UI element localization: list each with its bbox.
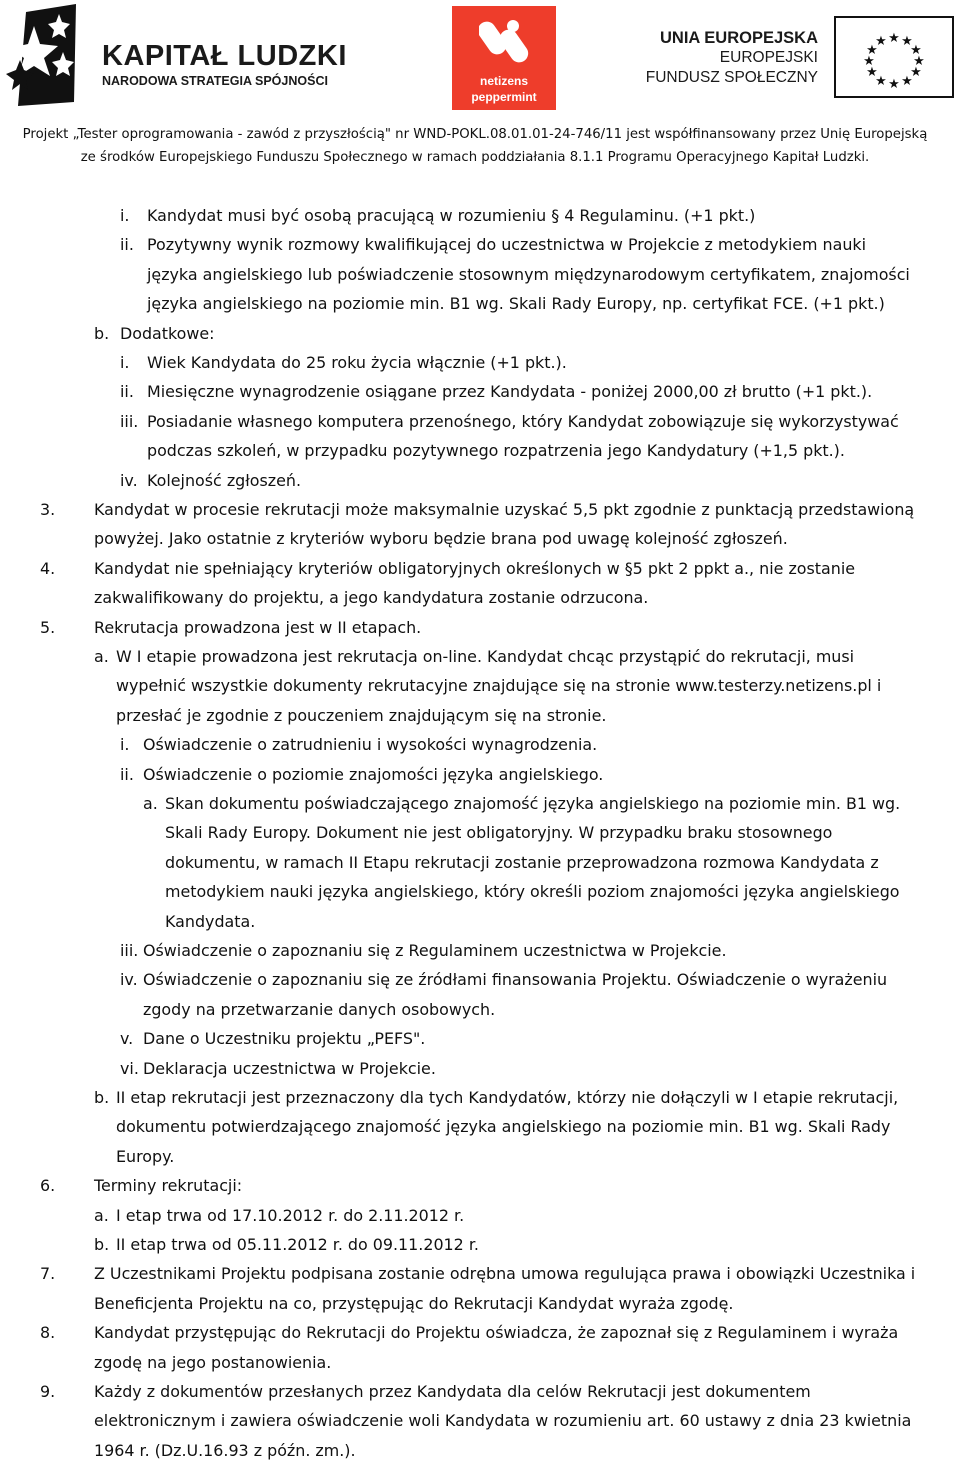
line-text: Miesięczne wynagrodzenie osiągane przez Kandydata - poniżej 2000,00 zł brutto (+1 pkt.).	[147, 382, 873, 402]
document-line	[0, 789, 960, 818]
list-marker: b.	[94, 1088, 110, 1107]
line-text: zakwalifikowany do projektu, a jego kandydatura zostanie odrzucona.	[94, 588, 649, 608]
document-line	[0, 1024, 960, 1053]
list-marker: b.	[94, 1235, 110, 1254]
kapital-ludzki-title: KAPITAŁ LUDZKI	[102, 40, 347, 72]
document-line	[0, 671, 960, 700]
document-line	[0, 377, 960, 406]
document-line	[0, 701, 960, 730]
document-line	[0, 965, 960, 994]
document-line	[0, 230, 960, 259]
document-line	[0, 436, 960, 465]
eu-union-label: UNIA EUROPEJSKA	[660, 29, 818, 47]
list-marker: 8.	[40, 1323, 56, 1343]
line-text: Dodatkowe:	[120, 323, 215, 343]
document-line	[0, 407, 960, 436]
line-text: metodykiem nauki języka angielskiego, który określi poziom znajomości języka angielskiego	[165, 882, 900, 902]
line-text: języka angielskiego na poziomie min. B1 wg. Skali Rady Europy, np. certyfikat FCE. (+1 pkt.)	[147, 294, 885, 314]
document-line	[0, 1230, 960, 1259]
line-text: Kandydat nie spełniający kryteriów obligatoryjnych określonych w §5 pkt 2 ppkt a., nie zostanie	[94, 558, 856, 578]
document-line	[0, 1406, 960, 1435]
document-line	[0, 642, 960, 671]
document-line	[0, 524, 960, 553]
list-marker: i.	[120, 206, 130, 225]
line-text: Kandydat przystępując do Rekrutacji do Projektu oświadcza, że zapoznał się z Regulaminem i wyraża	[94, 1323, 899, 1343]
line-text: Każdy z dokumentów przesłanych przez Kandydata dla celów Rekrutacji jest dokumentem	[94, 1382, 811, 1401]
document-line	[0, 1377, 960, 1406]
line-text: wypełnić wszystkie dokumenty rekrutacyjne znajdujące się na stronie www.testerzy.netizens.pl i	[116, 676, 882, 696]
document-line	[0, 877, 960, 906]
list-marker: 6.	[40, 1176, 56, 1196]
document-line	[0, 1259, 960, 1288]
document-line	[0, 348, 960, 377]
line-text: Oświadczenie o zapoznaniu się ze źródłami finansowania Projektu. Oświadczenie o wyrażeniu	[143, 970, 888, 990]
document-line	[0, 1318, 960, 1347]
document-line	[0, 466, 960, 495]
line-text: Oświadczenie o zapoznaniu się z Regulaminem uczestnictwa w Projekcie.	[143, 941, 727, 960]
list-marker: ii.	[120, 382, 134, 402]
list-marker: a.	[94, 1205, 109, 1225]
document-line	[0, 1436, 960, 1465]
list-marker: iv.	[120, 470, 138, 490]
line-text: Kandydata.	[165, 911, 256, 931]
document-line	[0, 1112, 960, 1141]
list-marker: vi.	[120, 1058, 139, 1078]
list-marker: a.	[143, 794, 158, 813]
line-text: Beneficjenta Projektu na co, przystępując do Rekrutacji Kandydat wyraża zgodę.	[94, 1293, 734, 1313]
svg-text:★: ★	[888, 77, 900, 92]
document-line	[0, 201, 960, 230]
svg-text:★: ★	[866, 65, 878, 80]
document-line	[0, 554, 960, 583]
list-marker: iii.	[120, 411, 139, 431]
eu-flag-icon	[834, 16, 954, 98]
line-text: dokumentu potwierdzającego znajomość języka angielskiego na poziomie min. B1 wg. Skali Rady	[116, 1117, 891, 1137]
document-line	[0, 936, 960, 965]
netizens-n-mark-icon	[479, 14, 529, 72]
svg-text:★: ★	[910, 65, 922, 80]
list-marker: iii.	[120, 941, 139, 960]
list-marker: a.	[94, 647, 109, 666]
line-text: Europy.	[116, 1146, 175, 1166]
list-marker: b.	[94, 323, 110, 343]
line-text: Dane o Uczestniku projektu „PEFS".	[143, 1029, 426, 1049]
svg-text:★: ★	[866, 43, 878, 58]
line-text: Oświadczenie o zatrudnieniu i wysokości wynagrodzenia.	[143, 735, 598, 755]
svg-text:★: ★	[901, 34, 913, 49]
line-text: Z Uczestnikami Projektu podpisana zostanie odrębna umowa regulująca prawa i obowiązki Uczestnika i	[94, 1264, 916, 1284]
svg-text:★: ★	[863, 54, 875, 69]
line-text: Terminy rekrutacji:	[94, 1176, 243, 1196]
project-info-line: ze środków Europejskiego Funduszu Społecznego w ramach poddziałania 8.1.1 Programu Operacyjnego Kapitał Ludzki.	[80, 150, 870, 165]
line-text: II etap trwa od 05.11.2012 r. do 09.11.2012 r.	[116, 1235, 479, 1254]
svg-text:★: ★	[913, 54, 925, 69]
page-header	[0, 0, 960, 165]
kapital-ludzki-logo	[4, 4, 347, 110]
line-text: Skan dokumentu poświadczającego znajomość języka angielskiego na poziomie min. B1 wg.	[165, 794, 901, 813]
netizens-label: netizens	[479, 74, 528, 88]
line-text: I etap trwa od 17.10.2012 r. do 2.11.2012 r.	[116, 1205, 465, 1225]
list-marker: ii.	[120, 764, 134, 784]
document-line	[0, 760, 960, 789]
document-line	[0, 260, 960, 289]
kapital-ludzki-emblem-icon	[4, 4, 94, 110]
document-line	[0, 848, 960, 877]
eu-fund-label	[646, 28, 818, 87]
document-line	[0, 1289, 960, 1318]
document-line	[0, 1142, 960, 1171]
list-marker: ii.	[120, 235, 134, 255]
project-info-line: Projekt „Tester oprogramowania - zawód z przyszłością" nr WND-POKL.08.01.01-24-746/11 jest współfinansowany przez Unię Europejską	[22, 127, 928, 142]
document-line	[0, 730, 960, 759]
svg-text:★: ★	[901, 74, 913, 89]
line-text: języka angielskiego lub poświadczenie stosownym międzynarodowym certyfikatem, znajomości	[147, 264, 910, 284]
eu-european-label: EUROPEJSKI	[719, 49, 818, 66]
document-line	[0, 1348, 960, 1377]
list-marker: 3.	[40, 500, 56, 519]
line-text: dokumentu, w ramach II Etapu rekrutacji zostanie przeprowadzona rozmowa Kandydata z	[165, 852, 879, 872]
list-marker: iv.	[120, 970, 138, 990]
list-marker: 9.	[40, 1382, 56, 1401]
line-text: zgodę na jego postanowienia.	[94, 1352, 332, 1372]
line-text: Kandydat musi być osobą pracującą w rozumieniu § 4 Regulaminu. (+1 pkt.)	[147, 206, 756, 225]
document-line	[0, 1083, 960, 1112]
document-line	[0, 1054, 960, 1083]
line-text: II etap rekrutacji jest przeznaczony dla tych Kandydatów, którzy nie dołączyli w I etapie rekrutacji,	[116, 1088, 899, 1107]
list-marker: i.	[120, 735, 130, 755]
svg-text:★: ★	[910, 43, 922, 58]
document-line	[0, 907, 960, 936]
document-line	[0, 583, 960, 612]
peppermint-label: peppermint	[471, 90, 537, 104]
document-line	[0, 1171, 960, 1200]
line-text: Skali Rady Europy. Dokument nie jest obligatoryjny. W przypadku braku stosownego	[165, 823, 833, 843]
list-marker: 5.	[40, 617, 56, 637]
line-text: Kandydat w procesie rekrutacji może maksymalnie uzyskać 5,5 pkt zgodnie z punktacją przedstawioną	[94, 500, 915, 519]
line-text: Wiek Kandydata do 25 roku życia włącznie (+1 pkt.).	[147, 353, 567, 372]
line-text: Oświadczenie o poziomie znajomości języka angielskiego.	[143, 764, 604, 784]
line-text: W I etapie prowadzona jest rekrutacja on-line. Kandydat chcąc przystąpić do rekrutacji, musi	[116, 647, 855, 666]
document-line	[0, 289, 960, 318]
list-marker: 7.	[40, 1264, 56, 1284]
list-marker: 4.	[40, 558, 56, 578]
document-line	[0, 613, 960, 642]
svg-text:★: ★	[888, 31, 900, 46]
line-text: zgody na przetwarzanie danych osobowych.	[143, 999, 496, 1019]
list-marker: v.	[120, 1029, 134, 1049]
svg-text:★: ★	[875, 74, 887, 89]
line-text: Pozytywny wynik rozmowy kwalifikującej do uczestnictwa w Projekcie z metodykiem nauki	[147, 235, 867, 255]
line-text: Kolejność zgłoszeń.	[147, 470, 302, 490]
line-text: Posiadanie własnego komputera przenośnego, który Kandydat zobowiązuje się wykorzystywać	[147, 411, 899, 431]
document-line	[0, 1201, 960, 1230]
line-text: elektronicznym i zawiera oświadczenie woli Kandydata w rozumieniu art. 60 ustawy z dnia 23 kwietnia	[94, 1411, 912, 1431]
eu-social-fund-label: FUNDUSZ SPOŁECZNY	[645, 68, 818, 86]
list-marker: i.	[120, 353, 130, 372]
netizens-peppermint-logo	[452, 6, 556, 110]
document-line	[0, 995, 960, 1024]
document-line	[0, 818, 960, 847]
line-text: Deklaracja uczestnictwa w Projekcie.	[143, 1058, 436, 1078]
line-text: powyżej. Jako ostatnie z kryteriów wyboru będzie brana pod uwagę kolejność zgłoszeń.	[94, 529, 788, 549]
project-funding-info	[0, 123, 960, 169]
line-text: przesłać je zgodnie z pouczeniem znajdującym się na stronie.	[116, 705, 607, 725]
svg-text:★: ★	[875, 34, 887, 49]
kapital-ludzki-subtitle: NARODOWA STRATEGIA SPÓJNOŚCI	[102, 74, 328, 88]
document-line	[0, 319, 960, 348]
line-text: podczas szkoleń, w przypadku pozytywnego rozpatrzenia jego Kandydatury (+1,5 pkt.).	[147, 441, 845, 461]
line-text: Rekrutacja prowadzona jest w II etapach.	[94, 617, 422, 637]
document-line	[0, 495, 960, 524]
line-text: 1964 r. (Dz.U.16.93 z późn. zm.).	[94, 1440, 356, 1460]
